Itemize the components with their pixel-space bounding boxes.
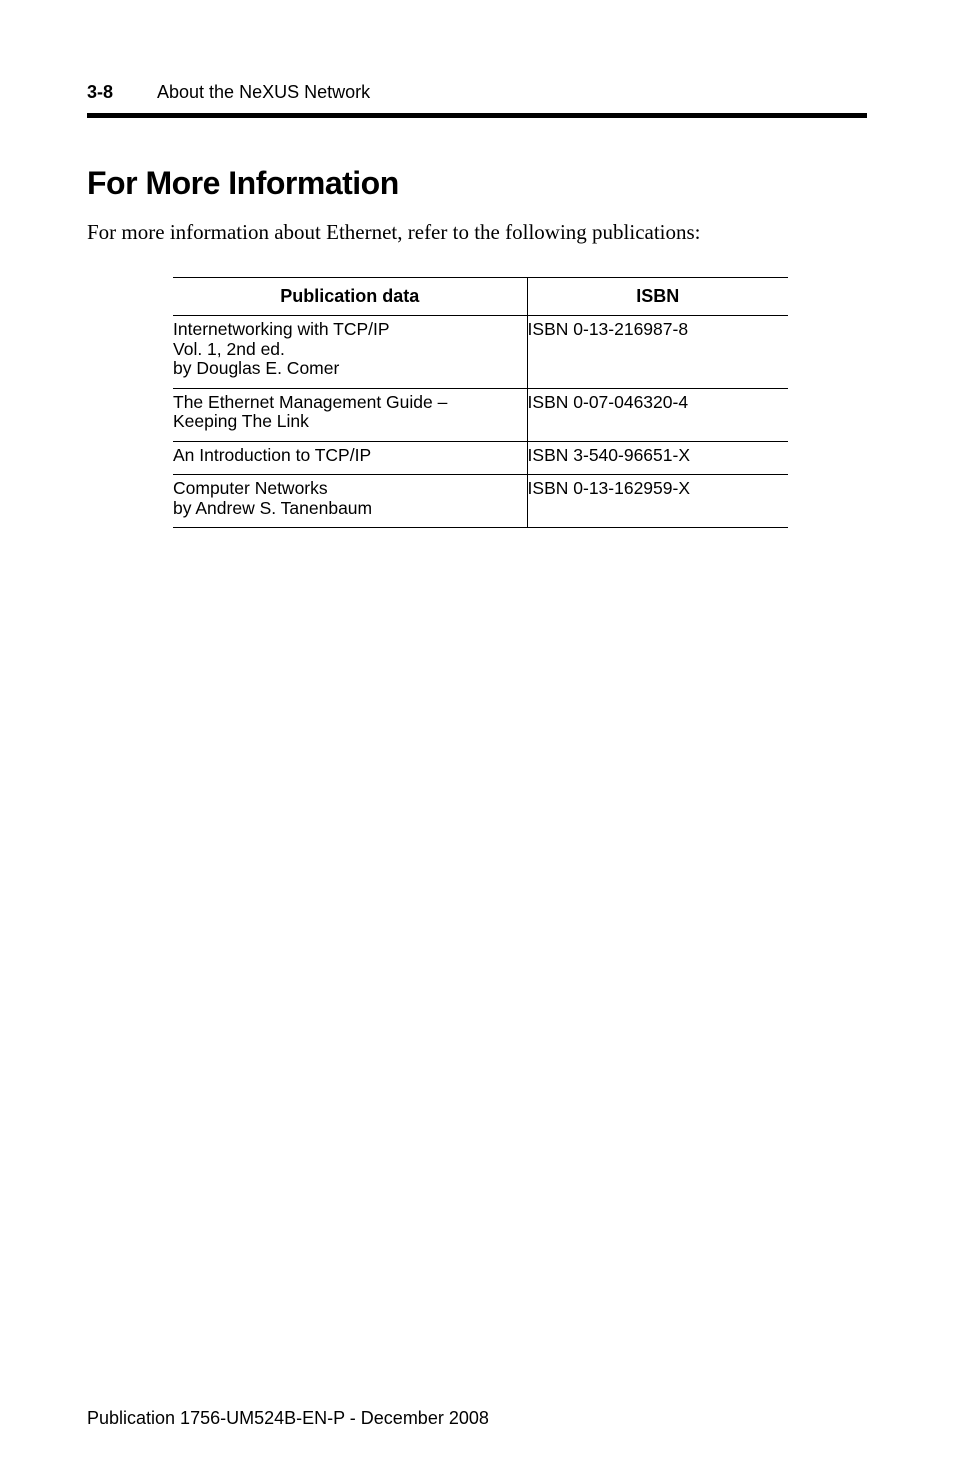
publication-line: The Ethernet Management Guide – xyxy=(173,391,448,412)
intro-paragraph: For more information about Ethernet, refer to the following publications: xyxy=(87,220,701,244)
isbn-value: ISBN 0-13-162959-X xyxy=(527,478,691,498)
publication-line: Computer Networks xyxy=(173,478,328,498)
table-row xyxy=(173,388,788,441)
isbn-cell xyxy=(527,441,788,475)
publication-cell xyxy=(173,316,527,389)
publication-line: Internetworking with TCP/IP xyxy=(173,319,390,339)
table-row xyxy=(173,441,788,475)
isbn-value: ISBN 0-07-046320-4 xyxy=(527,391,689,412)
publication-cell xyxy=(173,441,527,475)
table-header-row xyxy=(173,278,788,316)
column-header-publication: Publication data xyxy=(173,278,527,316)
isbn-cell xyxy=(527,475,788,528)
table-row xyxy=(173,316,788,389)
isbn-cell xyxy=(527,316,788,389)
publications-table xyxy=(173,277,788,528)
column-header-isbn: ISBN xyxy=(527,278,788,316)
running-header xyxy=(87,81,370,103)
isbn-cell xyxy=(527,388,788,441)
publication-line: Keeping The Link xyxy=(173,411,309,431)
publication-line: Vol. 1, 2nd ed. xyxy=(173,338,285,359)
header-rule xyxy=(87,113,867,118)
publication-line: An Introduction to TCP/IP xyxy=(173,444,372,465)
publication-cell xyxy=(173,388,527,441)
publication-line: by Andrew S. Tanenbaum xyxy=(173,497,373,518)
chapter-title: About the NeXUS Network xyxy=(157,82,371,102)
section-title: For More Information xyxy=(87,165,399,201)
table-row xyxy=(173,475,788,528)
isbn-value: ISBN 0-13-216987-8 xyxy=(527,319,689,339)
isbn-value: ISBN 3-540-96651-X xyxy=(527,444,691,465)
publication-footer: Publication 1756-UM524B-EN-P - December 2008 xyxy=(87,1408,489,1428)
page-number: 3-8 xyxy=(87,82,114,102)
publication-line: by Douglas E. Comer xyxy=(173,358,340,378)
publication-cell xyxy=(173,475,527,528)
